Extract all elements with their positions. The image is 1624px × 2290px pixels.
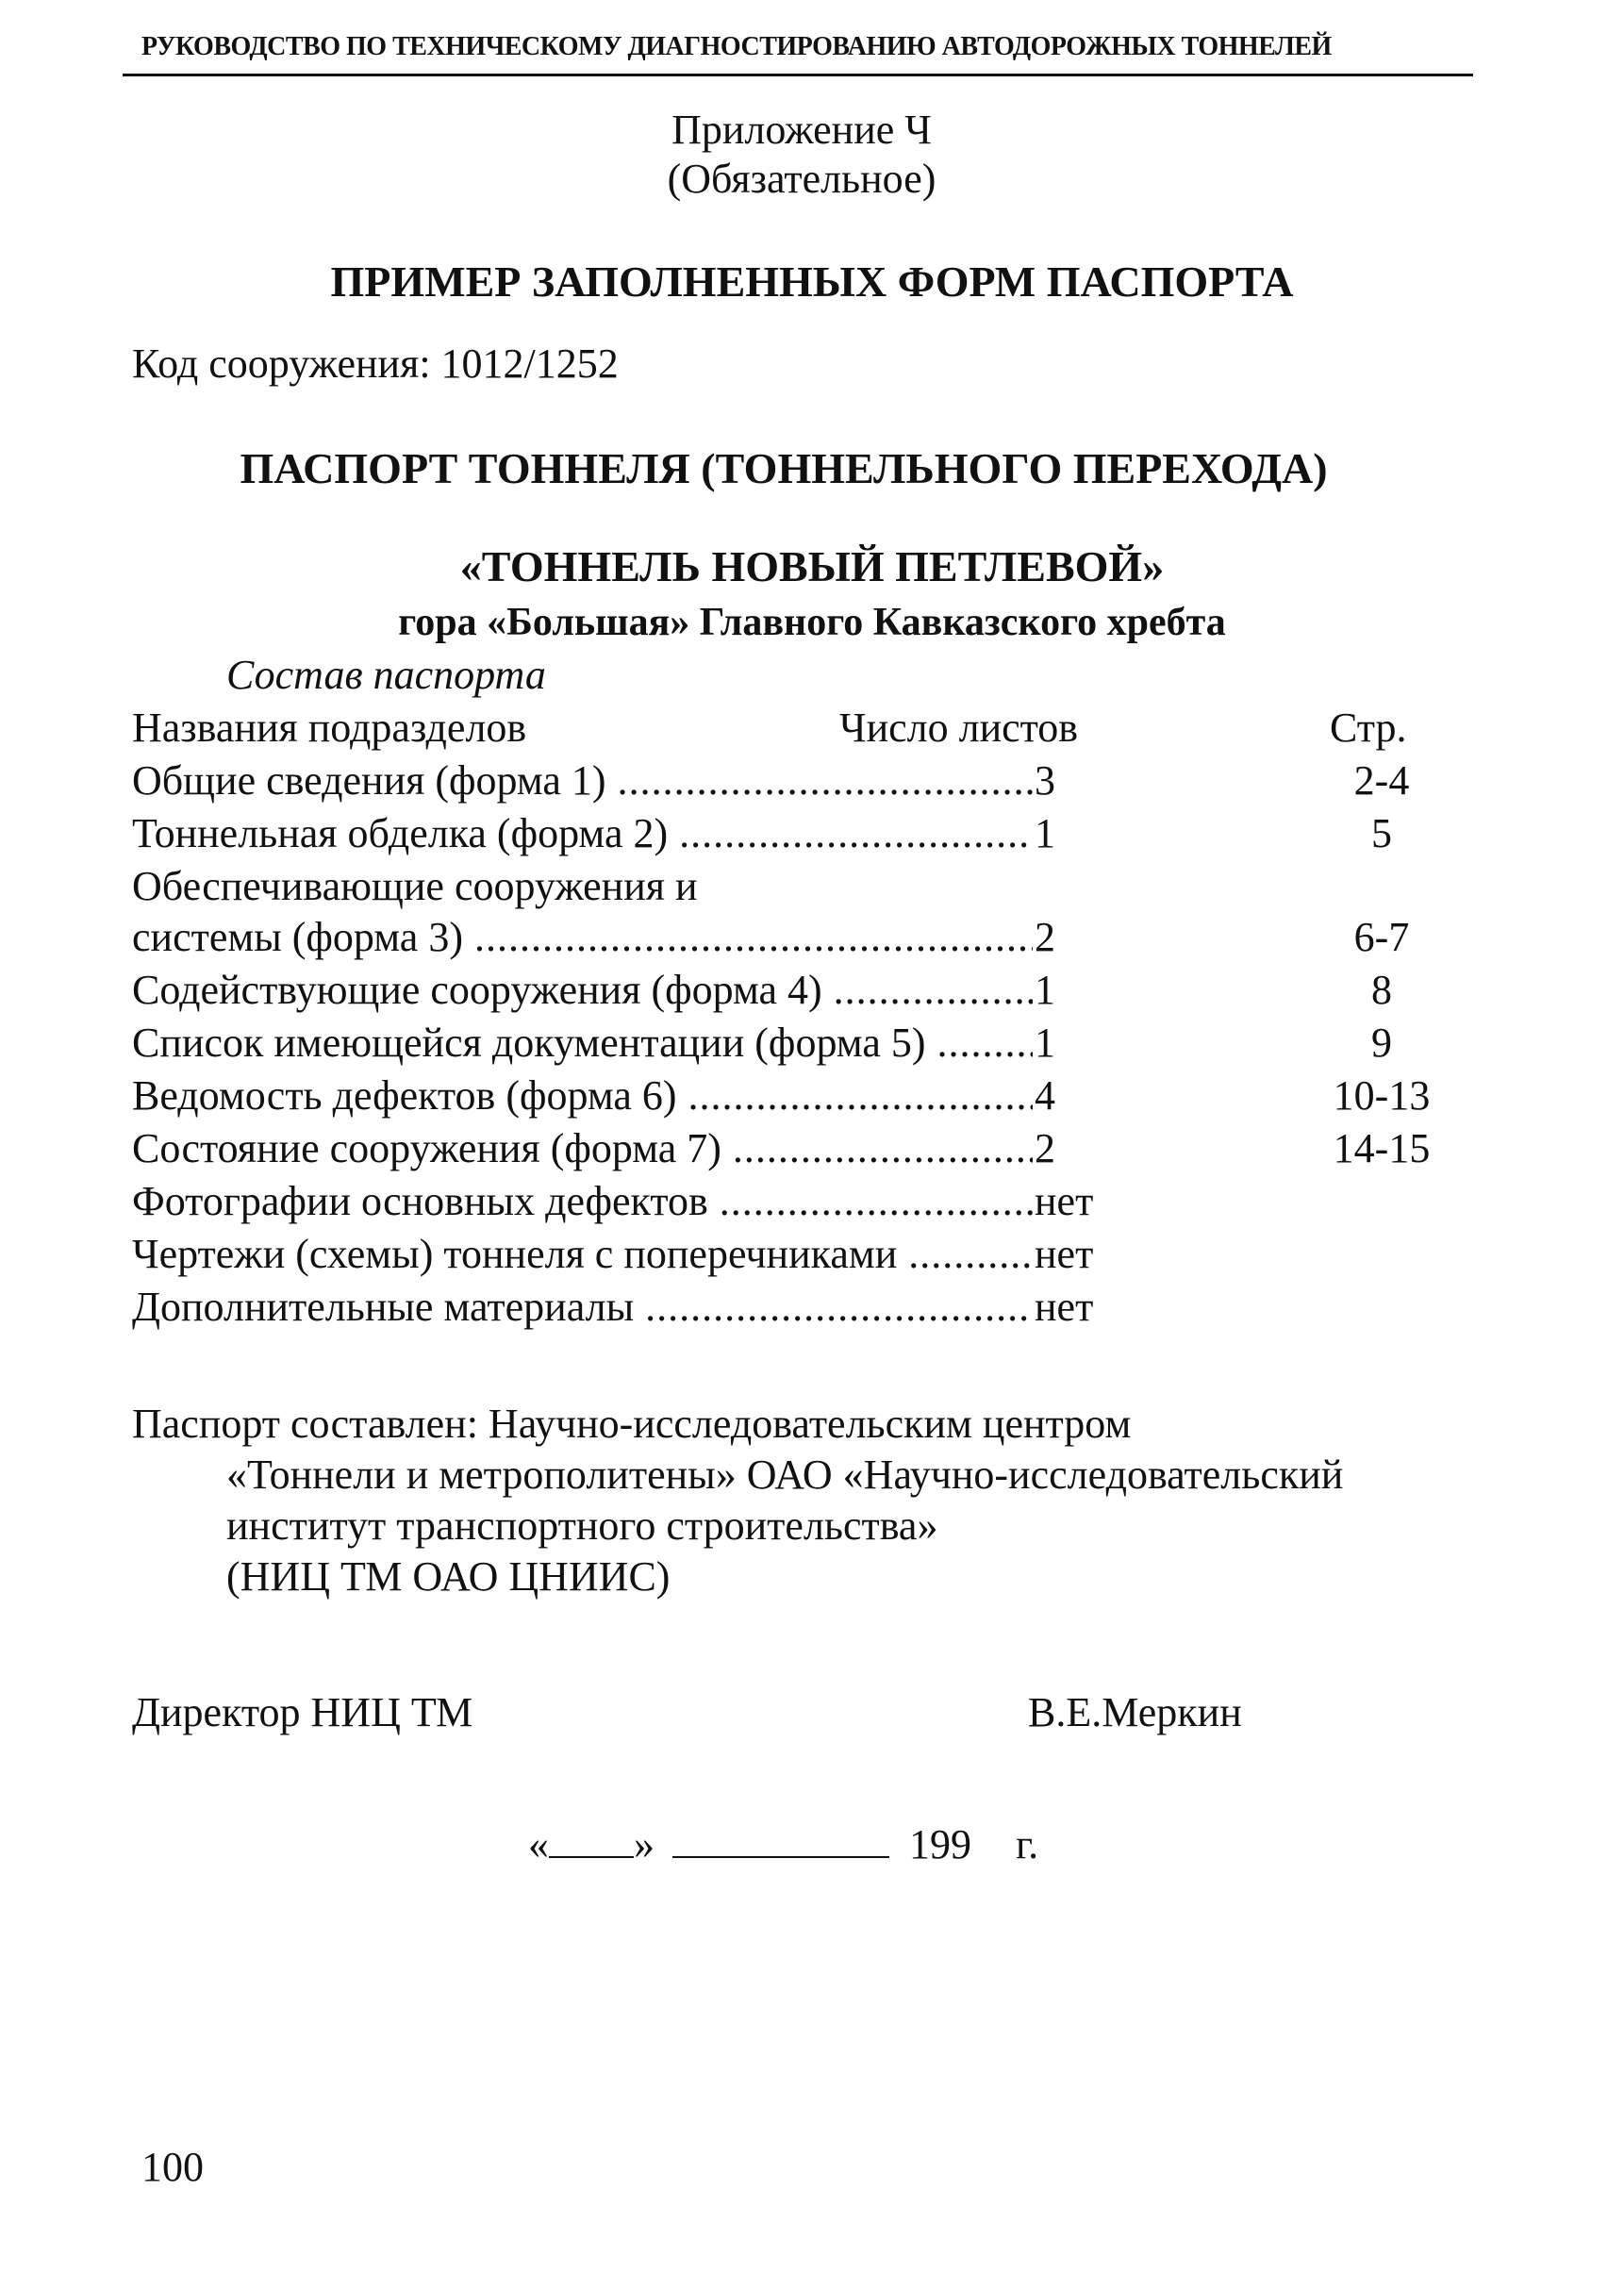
signature-position: Директор НИЦ ТМ [132, 1689, 473, 1735]
appendix-title: Приложение Ч [671, 107, 932, 153]
date-year-suffix: г. [1016, 1821, 1039, 1867]
signature-name: В.Е.Меркин [1028, 1689, 1242, 1735]
compiled-by-line-1: Паспорт составлен: Научно-исследовательским центром [132, 1401, 1132, 1447]
toc-row-sheets: 3 [1033, 756, 1148, 805]
toc-row [132, 1124, 1490, 1177]
toc-row [132, 809, 1490, 862]
toc-header-sections: Названия подразделов [132, 705, 527, 751]
toc-row-label-continued: Обеспечивающие сооружения и [132, 863, 698, 909]
toc-row [132, 1230, 1490, 1283]
toc-row-sheets: 1 [1033, 966, 1148, 1014]
toc-row [132, 756, 1490, 809]
date-close-quote: » [634, 1821, 655, 1867]
toc-header-sheets: Число листов [839, 705, 1079, 751]
toc-row-label: Фотографии основных дефектов ..... [132, 1177, 1103, 1225]
tunnel-location: гора «Большая» Главного Кавказского хребта [398, 601, 1226, 644]
date-open-quote: « [528, 1821, 549, 1867]
passport-title: ПАСПОРТ ТОННЕЛЯ (ТОННЕЛЬНОГО ПЕРЕХОДА) [240, 444, 1328, 492]
toc-row-sheets: 1 [1033, 1019, 1148, 1067]
toc-row [132, 913, 1490, 966]
toc-row-sheets: нет [1033, 1177, 1148, 1225]
toc-row-label: Тоннельная обделка (форма 2) ..... [132, 809, 1103, 857]
toc-row-sheets: нет [1033, 1283, 1148, 1331]
toc-row [132, 1019, 1490, 1071]
toc-row [132, 1283, 1490, 1336]
toc-row-label: Содействующие сооружения (форма 4) ..... [132, 966, 1103, 1014]
toc-row-sheets: 2 [1033, 913, 1148, 961]
date-year: 199 [909, 1821, 971, 1867]
toc-row-sheets: 1 [1033, 809, 1148, 857]
toc-row-page: 2-4 [1353, 757, 1410, 804]
toc-row-page: 6-7 [1353, 914, 1410, 960]
toc-row-label: Состояние сооружения (форма 7) ..... [132, 1124, 1103, 1172]
toc-row-page: 14-15 [1333, 1125, 1431, 1171]
page-number: 100 [141, 2144, 204, 2190]
composition-title: Состав паспорта [226, 652, 546, 698]
date-line [528, 1820, 1038, 1868]
compiled-by-line-3: институт транспортного строительства» [226, 1502, 938, 1549]
toc-row-sheets: 2 [1033, 1124, 1148, 1172]
compiled-by-line-2: «Тоннели и метрополитены» ОАО «Научно-исследовательский [226, 1452, 1344, 1498]
toc-row-sheets: нет [1033, 1230, 1148, 1278]
toc-row-label: Дополнительные материалы ..... [132, 1283, 1103, 1331]
toc-row-sheets: 4 [1033, 1071, 1148, 1120]
running-header: РУКОВОДСТВО ПО ТЕХНИЧЕСКОМУ ДИАГНОСТИРОВАНИЮ АВТОДОРОЖНЫХ ТОННЕЛЕЙ [141, 32, 1332, 61]
compiled-by-line-4: (НИЦ ТМ ОАО ЦНИИС) [226, 1553, 671, 1600]
toc-header-page: Стр. [1330, 705, 1407, 751]
day-blank [549, 1824, 634, 1858]
structure-code: Код сооружения: 1012/1252 [132, 340, 619, 387]
toc-row-page: 8 [1371, 967, 1392, 1013]
toc-row-label: системы (форма 3) ..... [132, 913, 1103, 961]
toc-row [132, 966, 1490, 1019]
toc-row [132, 1071, 1490, 1124]
toc-row [132, 1177, 1490, 1230]
toc-row-label: Чертежи (схемы) тоннеля с поперечниками ..... [132, 1230, 1103, 1278]
appendix-status: (Обязательное) [667, 156, 936, 202]
toc-row-page: 5 [1371, 810, 1392, 856]
toc-row-label: Ведомость дефектов (форма 6) ..... [132, 1071, 1103, 1120]
header-divider [123, 74, 1473, 76]
month-blank [672, 1824, 889, 1858]
tunnel-name: «ТОННЕЛЬ НОВЫЙ ПЕТЛЕВОЙ» [459, 542, 1165, 590]
toc-row-label: Список имеющейся документации (форма 5) ..... [132, 1019, 1103, 1067]
toc-row-label: Общие сведения (форма 1) ..... [132, 756, 1103, 805]
toc-row-page: 10-13 [1333, 1072, 1431, 1119]
toc-row-page: 9 [1371, 1020, 1392, 1066]
main-title: ПРИМЕР ЗАПОЛНЕННЫХ ФОРМ ПАСПОРТА [330, 257, 1294, 306]
